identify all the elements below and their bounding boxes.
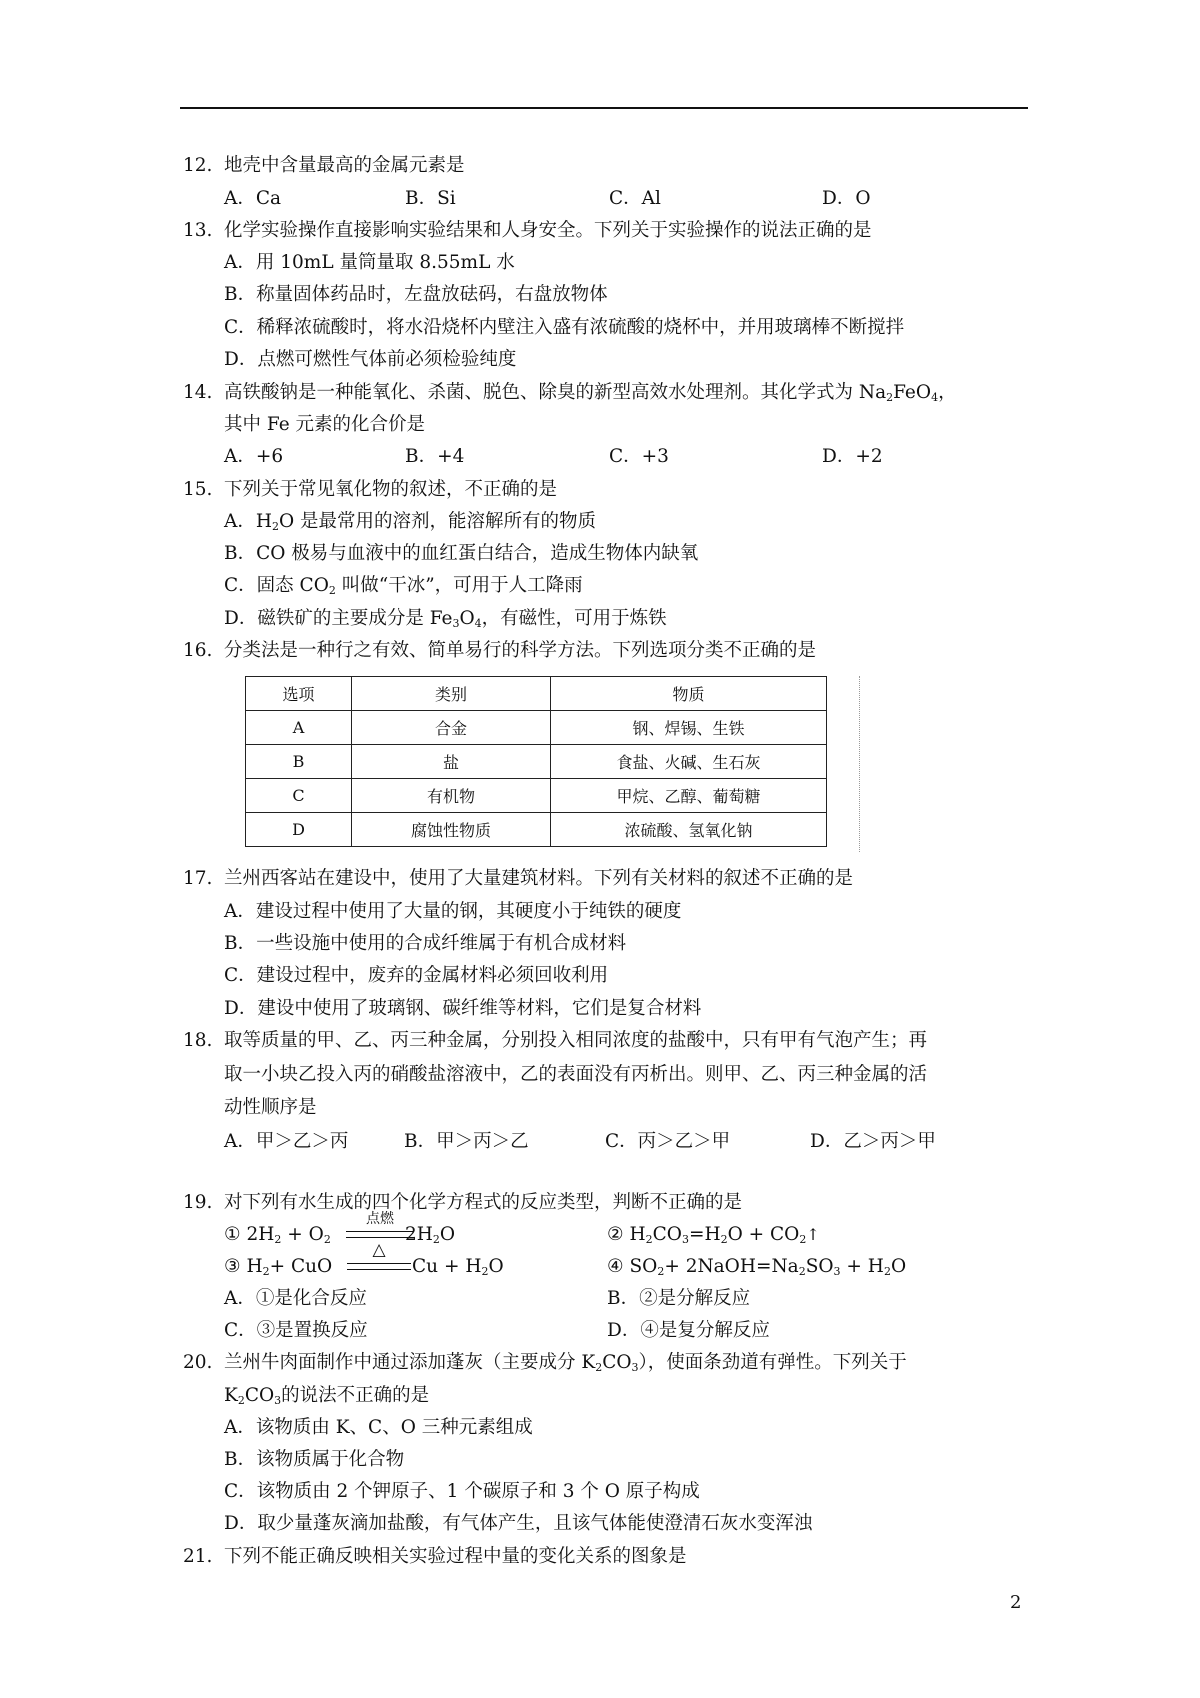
- equation-4: ④ $SO_2+$ $2NaOH=Na_2SO_3 + H_2O$: [607, 1256, 907, 1278]
- q19-option-d: D．④是复分解反应: [607, 1320, 770, 1341]
- table-header-row: [246, 677, 827, 711]
- table-cell: C: [246, 779, 352, 813]
- q17-option-c: C．建设过程中，废弃的金属材料必须回收利用: [224, 965, 609, 986]
- q17-option-a: A．建设过程中使用了大量的钢，其硬度小于纯铁的硬度: [224, 901, 682, 922]
- classification-table: [245, 676, 827, 847]
- question-19-stem: 19. 对下列有水生成的四个化学方程式的反应类型，判断不正确的是: [183, 1192, 743, 1213]
- gas-up-arrow: ↑: [806, 1225, 820, 1244]
- equation-1-equals-sign: [346, 1231, 414, 1238]
- table-cell: 盐: [352, 745, 551, 779]
- q18-option-d: D．乙＞丙＞甲: [810, 1131, 936, 1152]
- q12-option-d: D．O: [822, 188, 871, 209]
- question-18-stem: 18. 取等质量的甲、乙、丙三种金属，分别投入相同浓度的盐酸中，只有甲有气泡产生；再: [183, 1030, 928, 1051]
- question-13-stem: 13. 化学实验操作直接影响实验结果和人身安全。下列关于实验操作的说法正确的是: [183, 220, 872, 241]
- equation-3-equals-sign: [347, 1263, 411, 1270]
- q13-option-a: A．用 10mL 量筒量取 8.55mL 水: [224, 252, 515, 273]
- q14-option-a: A．+6: [224, 446, 284, 467]
- q15-option-a: A．$H_2O$ 是最常用的溶剂，能溶解所有的物质: [224, 511, 597, 533]
- table-header-cell: 物质: [551, 677, 827, 711]
- q19-option-b: B．②是分解反应: [607, 1288, 751, 1309]
- q14-option-d: D．+2: [822, 446, 883, 467]
- table-header-cell: 类别: [352, 677, 551, 711]
- q20-option-c: C．该物质由 2 个钾原子、1 个碳原子和 3 个 O 原子构成: [224, 1481, 700, 1502]
- header-rule: [180, 107, 1028, 109]
- table-row: [246, 779, 827, 813]
- table-cell: 食盐、火碱、生石灰: [551, 745, 827, 779]
- q18-option-a: A．甲＞乙＞丙: [224, 1131, 349, 1152]
- q15-option-c: C．固态 $CO_2$ 叫做“干冰”，可用于人工降雨: [224, 575, 583, 597]
- question-18-stem-line2: 取一小块乙投入丙的硝酸盐溶液中，乙的表面没有丙析出。则甲、乙、丙三种金属的活: [224, 1064, 928, 1085]
- table-cell: 有机物: [352, 779, 551, 813]
- q14-option-c: C．+3: [609, 446, 669, 467]
- question-17-stem: 17. 兰州西客站在建设中，使用了大量建筑材料。下列有关材料的叙述不正确的是: [183, 868, 854, 889]
- page-number: 2: [1010, 1592, 1022, 1613]
- question-14-stem-line2: 其中 Fe 元素的化合价是: [224, 414, 426, 435]
- q15-option-b: B．CO 极易与血液中的血红蛋白结合，造成生物体内缺氧: [224, 543, 699, 564]
- q12-option-c: C．Al: [609, 188, 661, 209]
- table-cell: A: [246, 711, 352, 745]
- q18-option-b: B．甲＞丙＞乙: [404, 1131, 529, 1152]
- table-row: [246, 813, 827, 847]
- q19-option-a: A．①是化合反应: [224, 1288, 367, 1309]
- q13-option-d: D．点燃可燃性气体前必须检验纯度: [224, 349, 517, 370]
- table-row: [246, 745, 827, 779]
- table-cell: 浓硫酸、氢氧化钠: [551, 813, 827, 847]
- q12-option-b: B．Si: [405, 188, 456, 209]
- q20-option-d: D．取少量蓬灰滴加盐酸，有气体产生，且该气体能使澄清石灰水变浑浊: [224, 1513, 813, 1534]
- equation-2: ② $H_2CO_3=H_2O$ + $CO_2↑$: [607, 1224, 820, 1246]
- equation-3-reactants: ③ $H_2+$ CuO: [224, 1256, 333, 1278]
- table-cell: B: [246, 745, 352, 779]
- table-cell: 甲烷、乙醇、葡萄糖: [551, 779, 827, 813]
- table-row: [246, 711, 827, 745]
- question-16-stem: 16. 分类法是一种行之有效、简单易行的科学方法。下列选项分类不正确的是: [183, 640, 817, 661]
- equation-1-condition: 点燃: [366, 1211, 394, 1227]
- q15-option-d: D．磁铁矿的主要成分是 $Fe_3O_4$，有磁性，可用于炼铁: [224, 608, 667, 630]
- heat-triangle-icon: △: [372, 1240, 386, 1260]
- q17-option-b: B．一些设施中使用的合成纤维属于有机合成材料: [224, 933, 627, 954]
- table-cell: D: [246, 813, 352, 847]
- equation-1-reactants: ① $2H_2 + O_2$: [224, 1224, 331, 1246]
- equation-3-products: $Cu + H_2O$: [412, 1256, 504, 1278]
- question-14-stem: 14. 高铁酸钠是一种能氧化、杀菌、脱色、除臭的新型高效水处理剂。其化学式为 $Na_2FeO_4$，: [183, 382, 957, 404]
- q20-option-a: A．该物质由 K、C、O 三种元素组成: [224, 1417, 533, 1438]
- question-21-stem: 21. 下列不能正确反映相关实验过程中量的变化关系的图象是: [183, 1546, 687, 1567]
- question-20-stem: 20. 兰州牛肉面制作中通过添加蓬灰（主要成分 $K_2CO_3$），使面条劲道有弹性。下列关于: [183, 1352, 907, 1374]
- dotted-margin-line: [859, 676, 860, 852]
- question-12-stem: 12. 地壳中含量最高的金属元素是: [183, 155, 465, 176]
- q13-option-c: C．稀释浓硫酸时，将水沿烧杯内壁注入盛有浓硫酸的烧杯中，并用玻璃棒不断搅拌: [224, 317, 905, 338]
- question-18-stem-line3: 动性顺序是: [224, 1097, 317, 1118]
- q17-option-d: D．建设中使用了玻璃钢、碳纤维等材料，它们是复合材料: [224, 998, 702, 1019]
- table-cell: 腐蚀性物质: [352, 813, 551, 847]
- q12-option-a: A．Ca: [224, 188, 282, 209]
- table-cell: 合金: [352, 711, 551, 745]
- q14-option-b: B．+4: [405, 446, 465, 467]
- q18-option-c: C．丙＞乙＞甲: [605, 1131, 731, 1152]
- q13-option-b: B．称量固体药品时，左盘放砝码，右盘放物体: [224, 284, 608, 305]
- table-cell: 钢、焊锡、生铁: [551, 711, 827, 745]
- equation-1-products: $2H_2O$: [405, 1224, 456, 1246]
- question-15-stem: 15. 下列关于常见氧化物的叙述，不正确的是: [183, 479, 558, 500]
- question-20-stem-line2: $K_2CO_3$的说法不正确的是: [224, 1385, 430, 1407]
- table-header-cell: 选项: [246, 677, 352, 711]
- q19-option-c: C．③是置换反应: [224, 1320, 368, 1341]
- q20-option-b: B．该物质属于化合物: [224, 1449, 405, 1470]
